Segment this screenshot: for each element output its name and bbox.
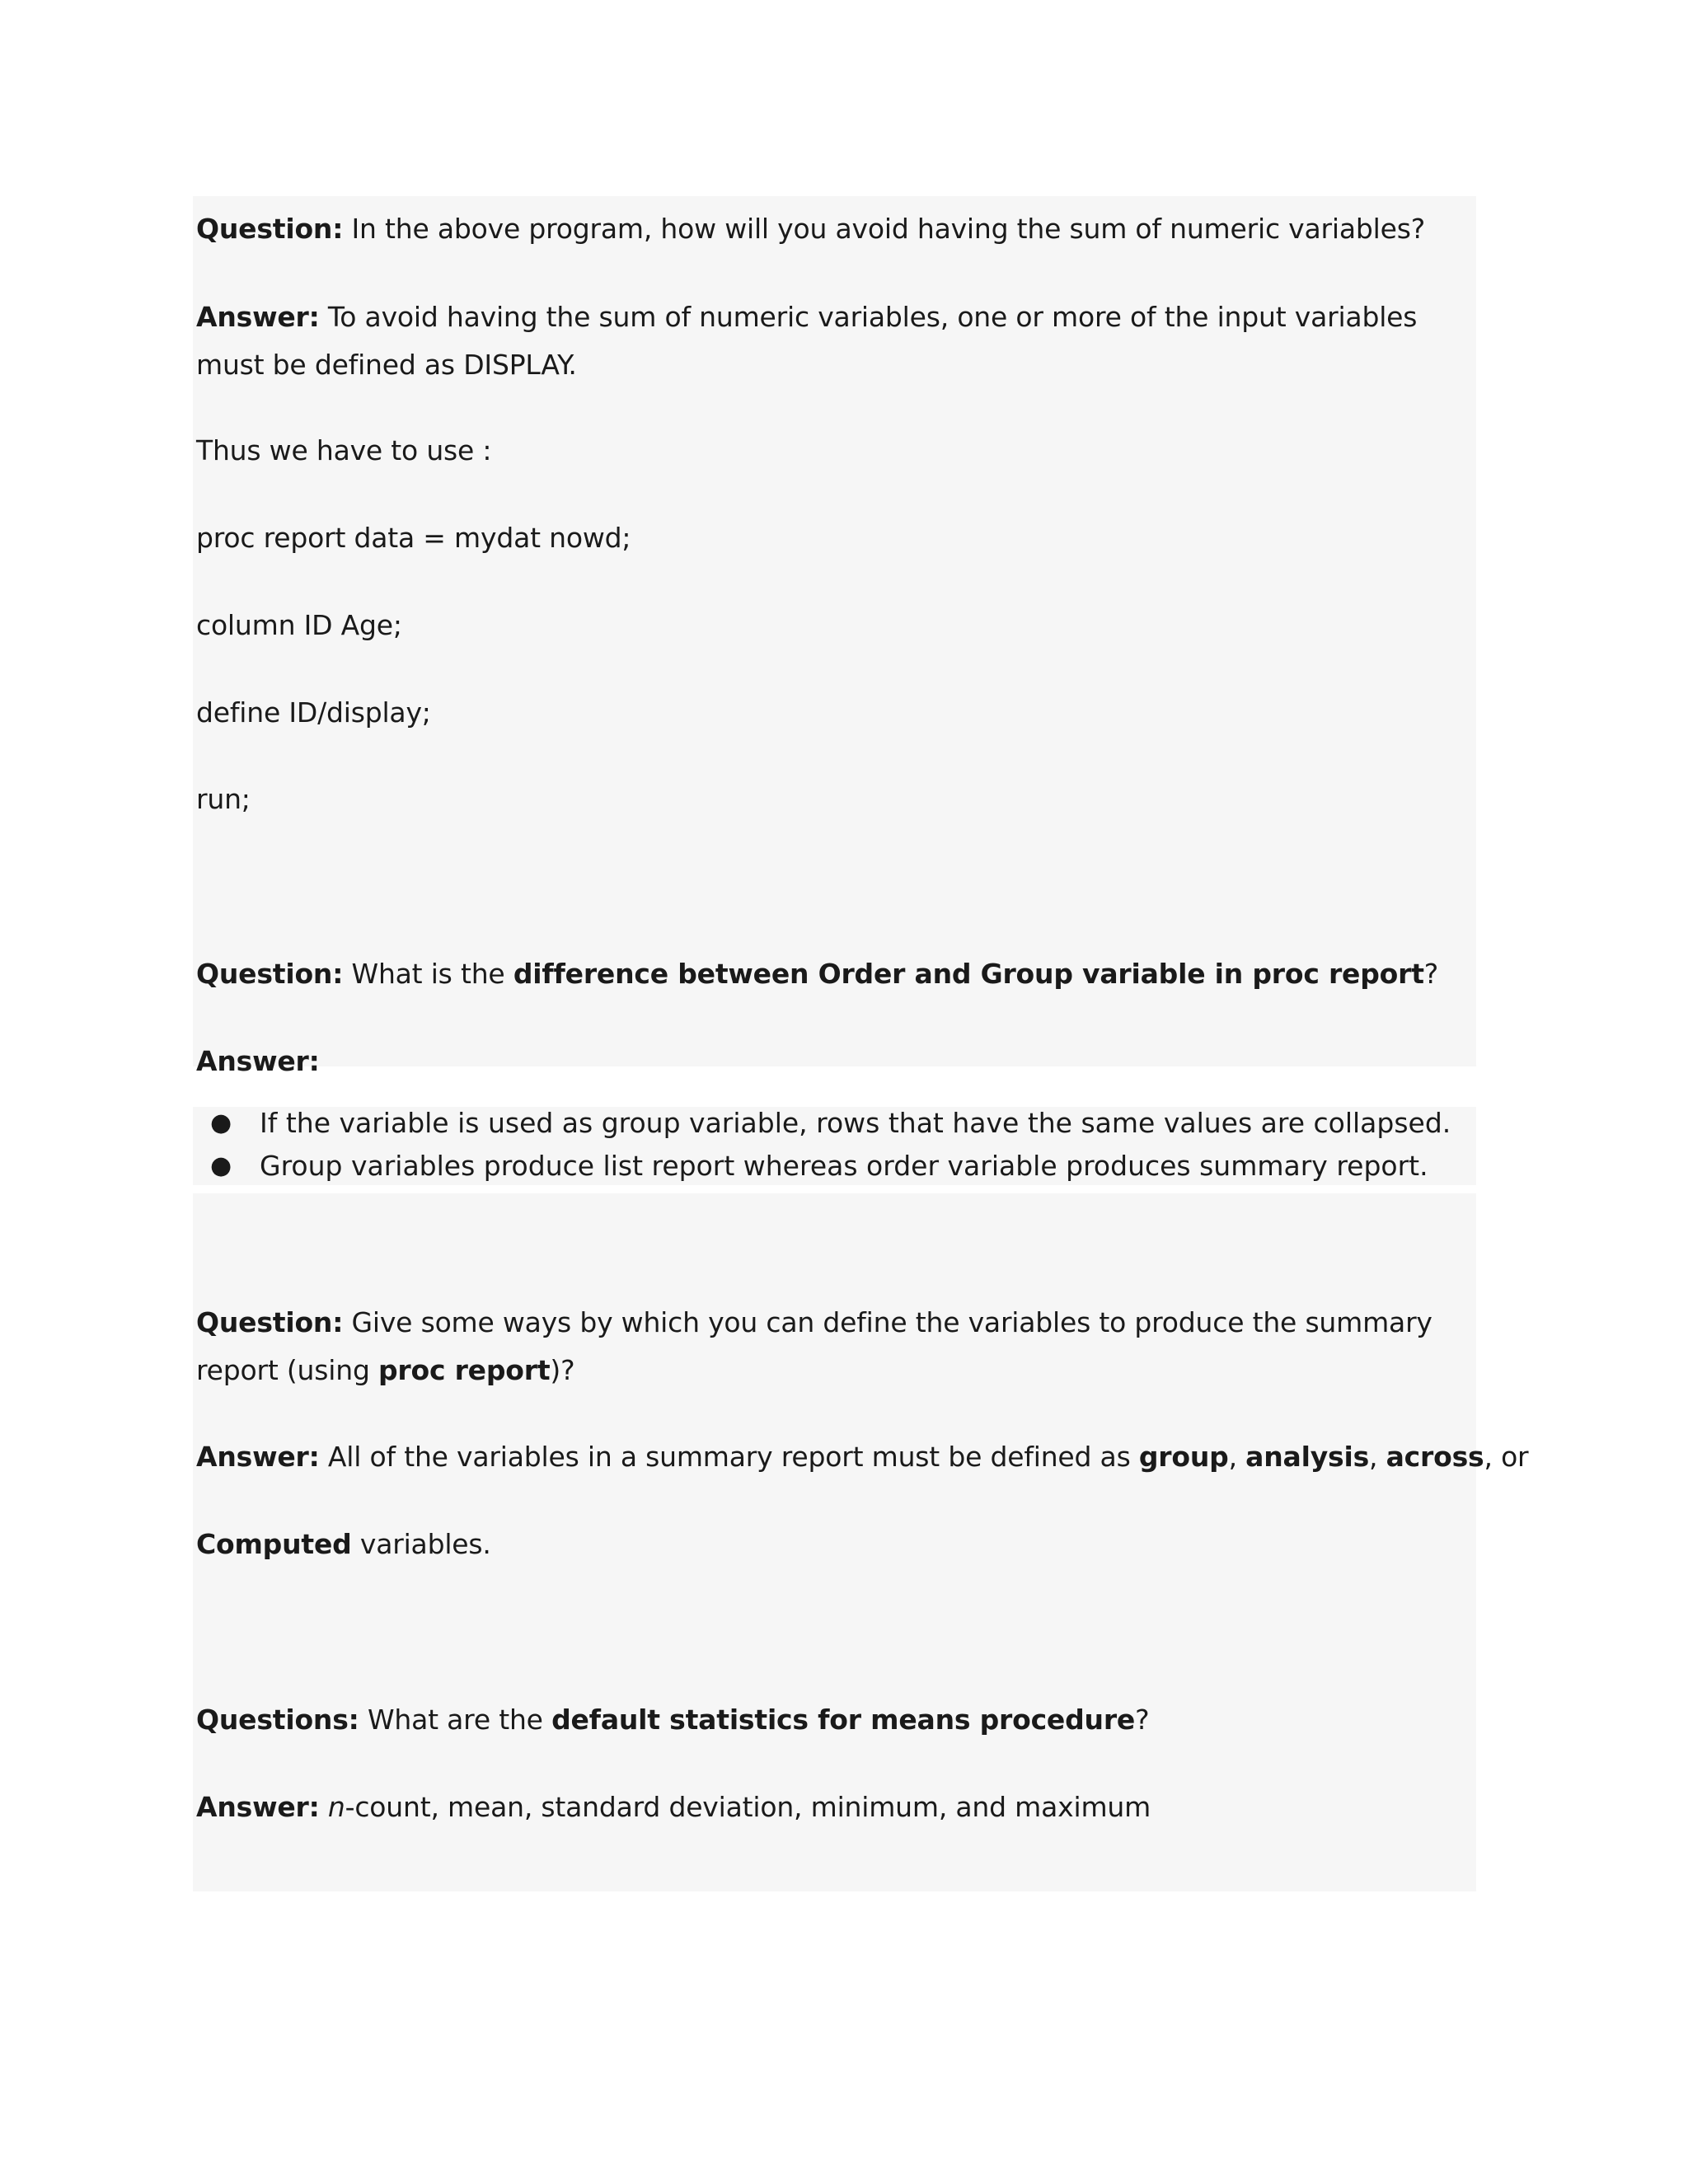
question-2 (196, 950, 1438, 998)
question-label: Question: (196, 213, 344, 245)
answer-text: All of the variables in a summary report must be defined as (319, 1441, 1139, 1473)
code-line-4: run; (196, 783, 251, 815)
answer-text-end: , or (1484, 1441, 1529, 1473)
thus-text: Thus we have to use : (196, 434, 492, 466)
answer-2-bullet-list (210, 1102, 1451, 1188)
list-item-text: Group variables produce list report whereas order variable produces summary report. (260, 1150, 1428, 1182)
question-4 (196, 1696, 1149, 1744)
question-text: Give some ways by which you can define the variables to produce the summary report (using (196, 1306, 1432, 1386)
answer-label: Answer: (196, 1045, 320, 1077)
question-label: Questions: (196, 1704, 359, 1736)
term-analysis: analysis (1245, 1441, 1370, 1473)
question-label: Question: (196, 1306, 344, 1338)
term-across: across (1386, 1441, 1484, 1473)
question-emphasis: default statistics for means procedure (551, 1704, 1136, 1736)
term-group: group (1138, 1441, 1229, 1473)
answer-label: Answer: (196, 301, 320, 333)
code-line-2: column ID Age; (196, 609, 402, 641)
code-line-3: define ID/display; (196, 696, 431, 729)
list-item (210, 1145, 1451, 1188)
answer-4 (196, 1783, 1151, 1831)
answer-text: To avoid having the sum of numeric variables, one or more of the input variables must be defined as DISPLAY. (196, 301, 1418, 381)
question-1 (196, 205, 1425, 253)
term-computed: Computed (196, 1528, 352, 1560)
answer-italic: n (327, 1791, 345, 1823)
answer-label: Answer: (196, 1441, 320, 1473)
answer-text: -count, mean, standard deviation, minimum, and maximum (345, 1791, 1151, 1823)
separator: , (1369, 1441, 1386, 1473)
bullet-icon: ● (210, 1108, 232, 1137)
question-text: In the above program, how will you avoid having the sum of numeric variables? (343, 213, 1426, 245)
answer-3 (196, 1433, 1528, 1481)
answer-3-continued (196, 1521, 491, 1568)
code-line-1: proc report data = mydat nowd; (196, 522, 631, 554)
answer-label: Answer: (196, 1791, 320, 1823)
list-item (210, 1102, 1451, 1145)
answer-1 (196, 293, 1474, 389)
question-punctuation: ? (1135, 1704, 1150, 1736)
question-punctuation: )? (550, 1354, 575, 1386)
question-3 (196, 1299, 1474, 1394)
separator: , (1228, 1441, 1246, 1473)
question-label: Question: (196, 958, 344, 990)
question-text: What is the (343, 958, 513, 990)
bullet-icon: ● (210, 1151, 232, 1180)
question-emphasis: proc report (377, 1354, 551, 1386)
question-emphasis: difference between Order and Group variable in proc report (513, 958, 1424, 990)
answer-2-label (196, 1038, 320, 1085)
question-text: What are the (359, 1704, 552, 1736)
answer-text: variables. (351, 1528, 491, 1560)
answer-spacer (320, 1791, 328, 1823)
question-punctuation: ? (1423, 958, 1439, 990)
list-item-text: If the variable is used as group variable, rows that have the same values are collapsed. (260, 1107, 1451, 1139)
